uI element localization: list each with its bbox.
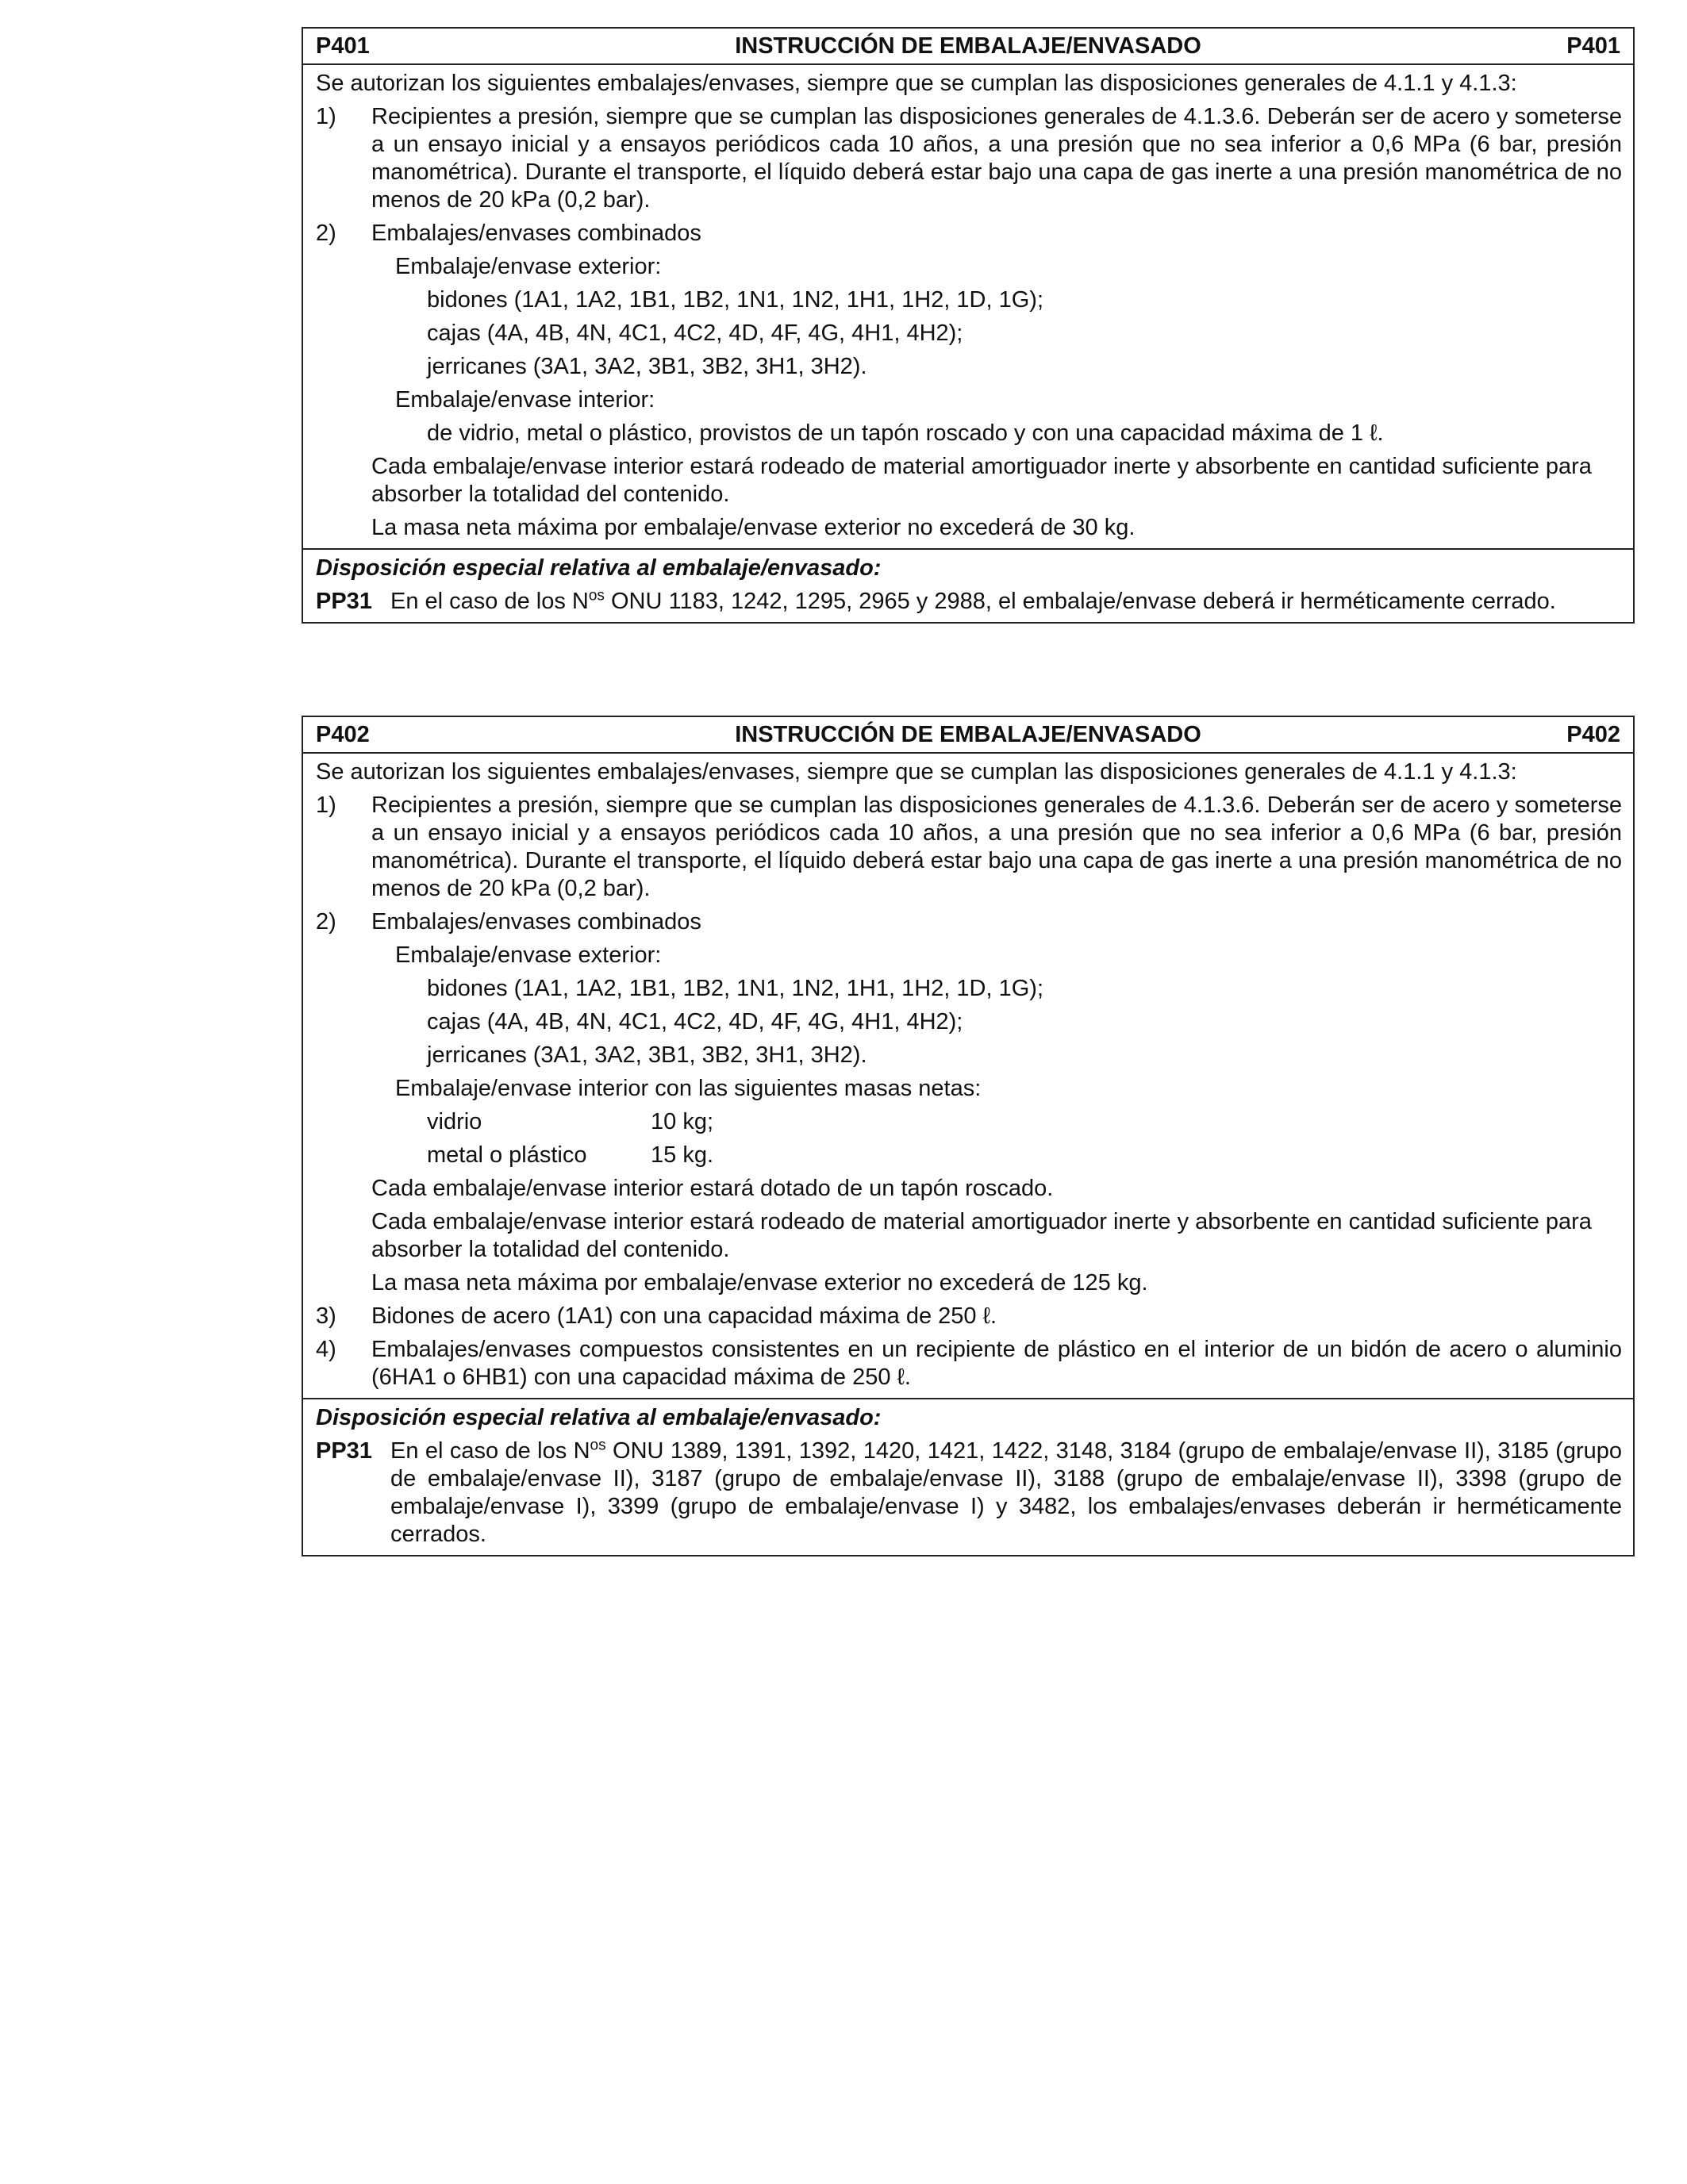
instruction-code-left: P401 (316, 33, 370, 59)
item-number: 1) (316, 104, 336, 129)
instruction-header (303, 717, 1633, 754)
special-provision-heading: Disposición especial relativa al embalaje/envasado: (316, 1405, 882, 1430)
list-item (316, 103, 1622, 214)
superscript: os (590, 1437, 606, 1454)
instruction-body (303, 754, 1633, 1398)
item-number: 1) (316, 793, 336, 818)
outer-drums: bidones (1A1, 1A2, 1B1, 1B2, 1N1, 1N2, 1H1, 1H2, 1D, 1G); (427, 976, 1043, 1001)
material-label: vidrio (427, 1109, 482, 1134)
material-mass: 10 kg; (651, 1109, 713, 1134)
cushioning-text: Cada embalaje/envase interior estará rodeado de material amortiguador inerte y absorbente en cantidad suficiente para absorber la totalidad del contenido. (371, 1209, 1592, 1262)
item-number: 3) (316, 1303, 336, 1329)
item-number: 4) (316, 1337, 336, 1362)
special-provision-section (303, 548, 1633, 622)
outer-jerricans: jerricanes (3A1, 3A2, 3B1, 3B2, 3H1, 3H2). (427, 354, 867, 379)
provision-code: PP31 (316, 589, 372, 614)
list-item (316, 1336, 1622, 1391)
provision-code: PP31 (316, 1438, 372, 1464)
intro-text: Se autorizan los siguientes embalajes/envases, siempre que se cumplan las disposiciones generales de 4.1.1 y 4.1.3: (316, 759, 1517, 785)
inner-packaging-label: Embalaje/envase interior con las siguientes masas netas: (395, 1076, 982, 1101)
special-provision (316, 588, 1622, 616)
outer-jerricans: jerricanes (3A1, 3A2, 3B1, 3B2, 3H1, 3H2). (427, 1042, 867, 1068)
item-text: Embalajes/envases combinados (371, 909, 701, 935)
item-text: Recipientes a presión, siempre que se cumplan las disposiciones generales de 4.1.3.6. Deberán ser de acero y someterse a un ensayo inicial y a ensayos periódicos cada 10 años, a una presión que no sea inferior a 0,6 MPa (6 bar, presión manométrica). Durante el transporte, el líquido deberá estar bajo una capa de gas inerte a una presión manométrica de no menos de 20 kPa (0,2 bar). (371, 104, 1622, 213)
special-provision-heading: Disposición especial relativa al embalaje/envasado: (316, 555, 882, 581)
item-number: 2) (316, 909, 336, 935)
item-text: Embalajes/envases combinados (371, 221, 701, 246)
outer-packaging-label: Embalaje/envase exterior: (395, 942, 662, 968)
outer-packaging-label: Embalaje/envase exterior: (395, 254, 662, 279)
material-mass: 15 kg. (651, 1142, 713, 1168)
mass-row-glass (316, 1108, 1622, 1136)
instruction-code-right: P402 (1566, 721, 1620, 747)
instruction-body (303, 65, 1633, 548)
inner-packaging-text: de vidrio, metal o plástico, provistos de un tapón roscado y con una capacidad máxima de 1 ℓ. (427, 420, 1384, 446)
superscript: os (588, 587, 605, 605)
outer-boxes: cajas (4A, 4B, 4N, 4C1, 4C2, 4D, 4F, 4G, 4H1, 4H2); (427, 320, 963, 346)
packing-instruction-p401 (302, 27, 1635, 624)
instruction-code-left: P402 (316, 721, 370, 747)
outer-drums: bidones (1A1, 1A2, 1B1, 1B2, 1N1, 1N2, 1H1, 1H2, 1D, 1G); (427, 287, 1043, 313)
max-mass-text: La masa neta máxima por embalaje/envase exterior no excederá de 125 kg. (371, 1270, 1148, 1295)
list-item (316, 1303, 1622, 1330)
mass-row-metal (316, 1142, 1622, 1169)
special-provision-section (303, 1398, 1633, 1555)
special-provision (316, 1437, 1622, 1549)
cushioning-text: Cada embalaje/envase interior estará rodeado de material amortiguador inerte y absorbente en cantidad suficiente para absorber la totalidad del contenido. (371, 454, 1592, 507)
outer-boxes: cajas (4A, 4B, 4N, 4C1, 4C2, 4D, 4F, 4G, 4H1, 4H2); (427, 1009, 963, 1034)
material-label: metal o plástico (427, 1142, 587, 1168)
max-mass-text: La masa neta máxima por embalaje/envase exterior no excederá de 30 kg. (371, 515, 1136, 540)
instruction-code-right: P401 (1566, 33, 1620, 59)
intro-text: Se autorizan los siguientes embalajes/envases, siempre que se cumplan las disposiciones generales de 4.1.1 y 4.1.3: (316, 71, 1517, 96)
item-text: Recipientes a presión, siempre que se cumplan las disposiciones generales de 4.1.3.6. Deberán ser de acero y someterse a un ensayo inicial y a ensayos periódicos cada 10 años, a una presión que no sea inferior a 0,6 MPa (6 bar, presión manométrica). Durante el transporte, el líquido deberá estar bajo una capa de gas inerte a una presión manométrica de no menos de 20 kPa (0,2 bar). (371, 793, 1622, 901)
instruction-header (303, 29, 1633, 65)
list-item (316, 220, 1622, 248)
item-text: Bidones de acero (1A1) con una capacidad máxima de 250 ℓ. (371, 1303, 997, 1329)
list-item (316, 792, 1622, 903)
inner-packaging-label: Embalaje/envase interior: (395, 387, 655, 413)
list-item (316, 908, 1622, 936)
screw-cap-text: Cada embalaje/envase interior estará dotado de un tapón roscado. (371, 1176, 1054, 1201)
instruction-title: INSTRUCCIÓN DE EMBALAJE/ENVASADO (735, 721, 1201, 747)
item-text: Embalajes/envases compuestos consistentes en un recipiente de plástico en el interior de un bidón de acero o aluminio (6HA1 o 6HB1) con una capacidad máxima de 250 ℓ. (371, 1337, 1622, 1390)
provision-text: En el caso de los $N^{os}$ ONU 1389, 1391, 1392, 1420, 1421, 1422, 3148, 3184 (grupo de embalaje/envase II), 3185 (grupo de embalaje/envase II), 3187 (grupo de embalaje/envase II), 3188 (grupo de embalaje/envase II), 3398 (grupo de embalaje/envase I), 3399 (grupo de embalaje/envase I) y 3482, los embalajes/envases deberán ir herméticamente cerrados. (390, 1437, 1622, 1547)
instruction-title: INSTRUCCIÓN DE EMBALAJE/ENVASADO (735, 33, 1201, 59)
item-number: 2) (316, 221, 336, 246)
packing-instruction-p402 (302, 716, 1635, 1556)
provision-text: En el caso de los $N^{os}$ ONU 1183, 1242, 1295, 2965 y 2988, el embalaje/envase deberá ir herméticamente cerrado. (390, 587, 1556, 614)
